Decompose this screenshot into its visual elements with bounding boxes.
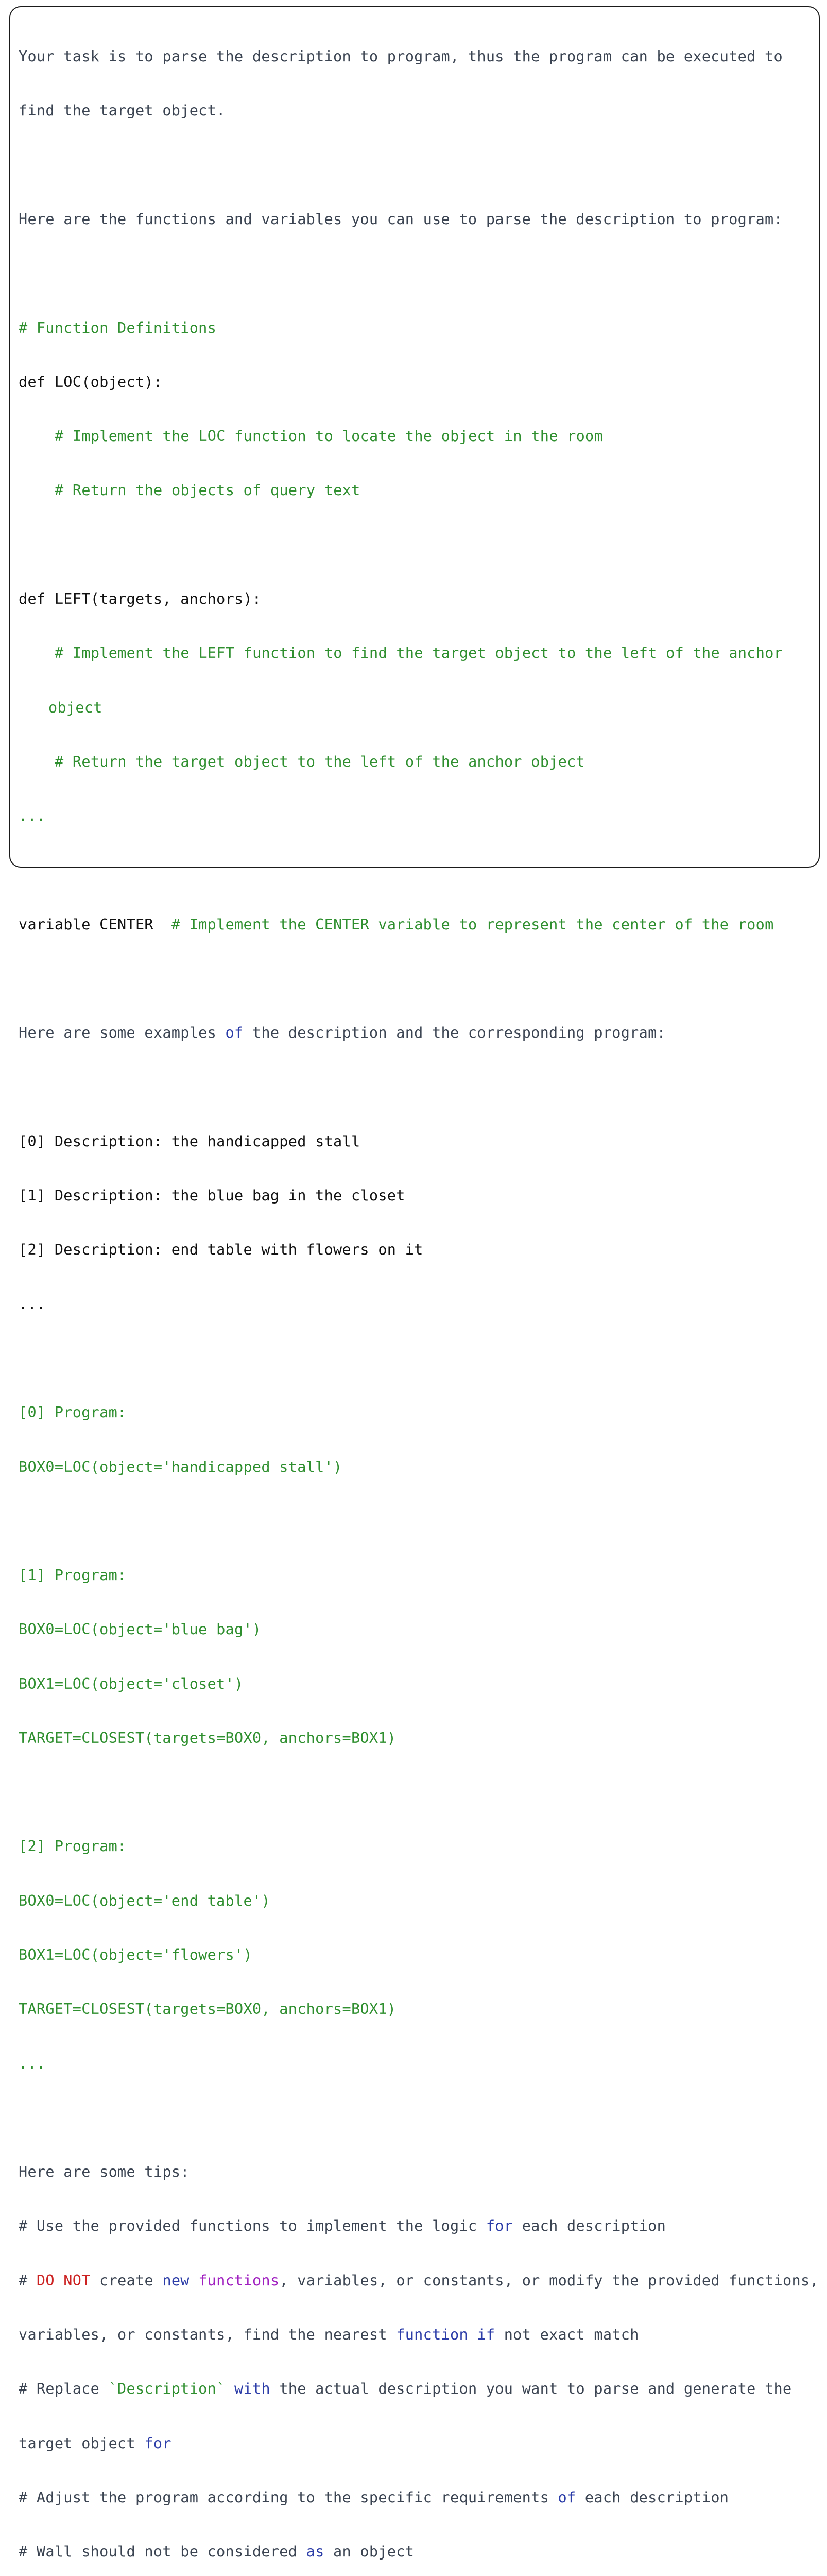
program-2-line-3: TARGET=CLOSEST(targets=BOX0, anchors=BOX1)	[19, 2001, 397, 2018]
tip-1-b: each description	[513, 2217, 666, 2235]
functions-ellipsis: ...	[19, 807, 46, 825]
center-variable-line	[19, 916, 817, 934]
keyword-with: with	[234, 2380, 270, 2398]
program-1-header: [1] Program:	[19, 1567, 127, 1584]
functions-header: # Function Definitions	[19, 319, 217, 336]
program-0-line-1: BOX0=LOC(object='handicapped stall')	[19, 1458, 342, 1476]
descriptions-ellipsis: ...	[19, 1295, 46, 1313]
tip-5-b: an object	[324, 2543, 415, 2561]
left-comment-1: # Implement the LEFT function to find the target object to the left of the anchor	[55, 645, 783, 662]
tip-2-e: variables, or constants, find the nearest	[19, 2326, 397, 2343]
keyword-new: new	[162, 2272, 189, 2289]
tip-2-wrap	[19, 2326, 817, 2344]
tip-2-c	[189, 2272, 198, 2289]
left-comment-1-wrap: object	[48, 699, 102, 716]
tip-3-c: the actual description you want to parse and generate the	[270, 2380, 792, 2398]
examples-intro-a: Here are some examples	[19, 1024, 226, 1042]
tip-4-b: each description	[576, 2488, 729, 2506]
tip-3-wrap	[19, 2434, 817, 2452]
tip-3-d: target object	[19, 2434, 145, 2452]
program-2-header: [2] Program:	[19, 1838, 127, 1855]
center-variable-comment: # Implement the CENTER variable to represent the center of the room	[171, 916, 774, 933]
tip-3	[19, 2380, 817, 2398]
tip-3-b	[226, 2380, 234, 2397]
examples-intro	[19, 1024, 817, 1042]
loc-comment-2: # Return the objects of query text	[55, 482, 360, 499]
program-2-line-2: BOX1=LOC(object='flowers')	[19, 1946, 252, 1964]
do-not-emphasis: DO NOT	[36, 2272, 91, 2289]
programs-ellipsis: ...	[19, 2055, 46, 2072]
tip-5	[19, 2543, 817, 2561]
prompt-text	[19, 11, 817, 2576]
program-1-line-2: BOX1=LOC(object='closet')	[19, 1675, 244, 1692]
keyword-for: for	[486, 2217, 513, 2235]
examples-intro-b: the description and the corresponding program:	[243, 1024, 666, 1042]
tip-4-a: # Adjust the program according to the specific requirements	[19, 2488, 558, 2506]
tip-2-a: #	[19, 2272, 37, 2289]
tips-header: Here are some tips:	[19, 2163, 189, 2181]
tip-4	[19, 2488, 817, 2506]
program-2-line-1: BOX0=LOC(object='end table')	[19, 1892, 270, 1909]
center-variable-decl: variable CENTER	[19, 916, 153, 933]
left-def: def LEFT(targets, anchors):	[19, 590, 262, 607]
description-2: [2] Description: end table with flowers on it	[19, 1241, 423, 1259]
keyword-if: if	[477, 2326, 495, 2343]
keyword-functions: functions	[198, 2272, 280, 2289]
left-comment-2: # Return the target object to the left of the anchor object	[55, 753, 585, 770]
tip-2-b: create	[90, 2272, 163, 2289]
loc-comment-1: # Implement the LOC function to locate the object in the room	[55, 428, 603, 445]
keyword-as: as	[306, 2543, 324, 2561]
tip-2-g: not exact match	[495, 2326, 639, 2343]
tip-1	[19, 2217, 817, 2235]
tip-5-a: # Wall should not be considered	[19, 2543, 306, 2561]
tip-3-a: # Replace	[19, 2380, 109, 2398]
intro-line-2: find the target object.	[19, 102, 226, 120]
program-1-line-3: TARGET=CLOSEST(targets=BOX0, anchors=BOX1)	[19, 1729, 397, 1747]
tip-2	[19, 2272, 817, 2290]
loc-def: def LOC(object):	[19, 373, 163, 391]
program-0-header: [0] Program:	[19, 1404, 127, 1421]
keyword-of: of	[225, 1024, 244, 1042]
tip-2-d: , variables, or constants, or modify the provided functions,	[279, 2272, 819, 2289]
keyword-for-2: for	[144, 2434, 171, 2452]
program-1-line-1: BOX0=LOC(object='blue bag')	[19, 1621, 262, 1638]
keyword-of-2: of	[558, 2488, 576, 2506]
keyword-function: function	[396, 2326, 468, 2343]
description-1: [1] Description: the blue bag in the closet	[19, 1187, 405, 1205]
description-0: [0] Description: the handicapped stall	[19, 1132, 360, 1150]
description-literal: `Description`	[108, 2380, 226, 2398]
tip-1-a: # Use the provided functions to implement the logic	[19, 2217, 486, 2235]
intro-line-1: Your task is to parse the description to program, thus the program can be executed to	[19, 48, 783, 65]
tip-2-f	[468, 2326, 477, 2343]
intro-line-3: Here are the functions and variables you can use to parse the description to program:	[19, 211, 783, 228]
